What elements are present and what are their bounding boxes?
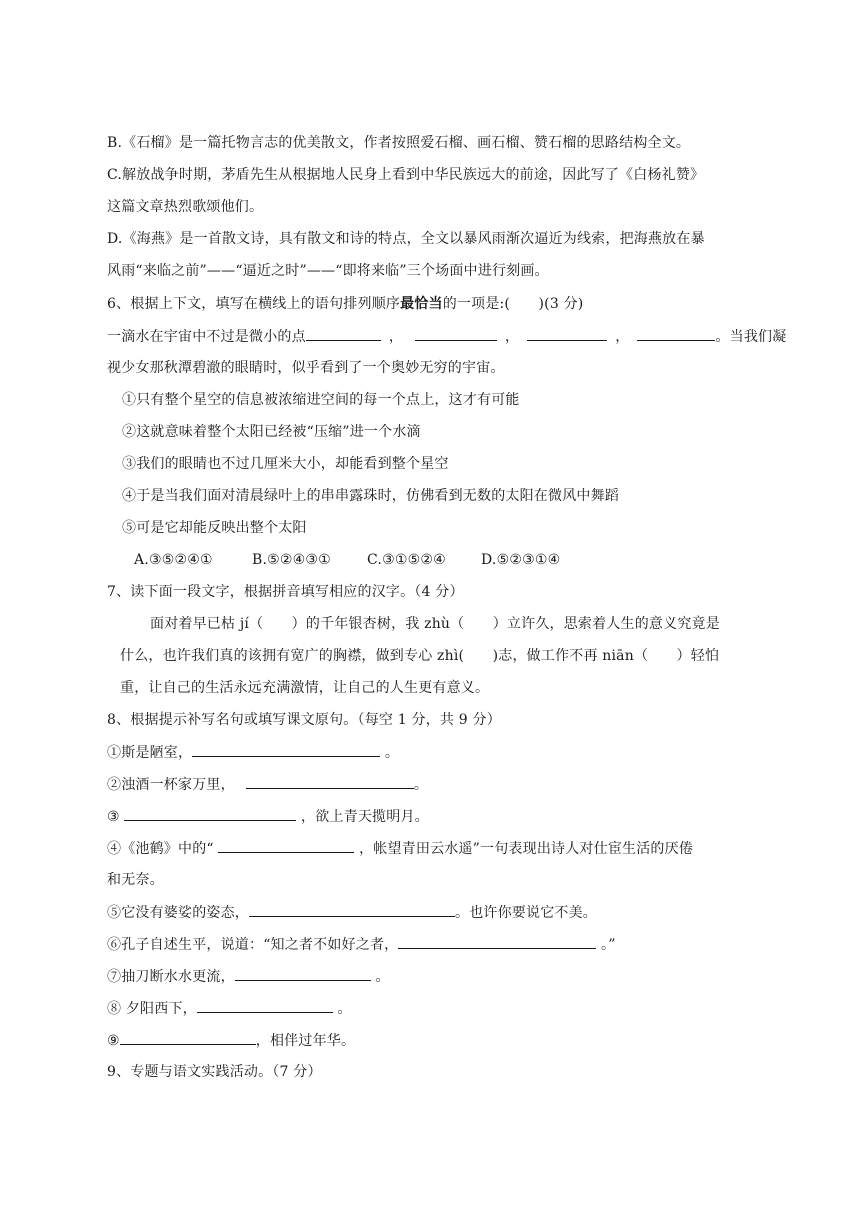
q8-s6-prompt: ⑥孔子自述生平，说道：“知之者不如好之者， [107,937,399,953]
q6-blank-1[interactable] [306,326,381,341]
q6-item-4: ④于是当我们面对清晨绿叶上的串串露珠时，仿佛看到无数的太阳在微风中舞蹈 [122,488,619,504]
q6-passage-line2: 视少女那秋潭碧澈的眼睛时，似乎看到了一个奥妙无穷的宇宙。 [107,360,505,376]
q8-s4-text: ，帐望青田云水遥”一句表现出诗人对仕宦生活的厌倦 [354,841,694,857]
q8-sentence-4-cont: 和无奈。 [107,872,164,888]
q8-s9-marker: ⑨ [107,1033,120,1049]
q6-passage-text: 一滴水在宇宙中不过是微小的点 [107,329,306,345]
q8-blank-1[interactable] [192,742,380,757]
q6-stem-text: 6、根据上下文，填写在横线上的语句排列顺序 [107,296,401,312]
q8-blank-9[interactable] [120,1030,256,1045]
q8-s8-prompt: ⑧ 夕阳西下， [107,1001,197,1017]
q7-stem: 7、读下面一段文字，根据拼音填写相应的汉字。（4 分） [107,584,464,600]
q6-blank-4[interactable] [637,326,715,341]
q8-s7-end: 。 [370,969,390,985]
q6-comma-1: ， [388,329,404,345]
q8-sentence-1 [107,742,399,762]
q8-s1-prompt: ①斯是陋室， [107,745,193,761]
q8-sentence-2 [107,774,428,794]
q8-sentence-3 [107,806,429,826]
q6-option-d[interactable]: D.⑤②③①④ [481,552,561,568]
q6-item-5: ⑤可是它却能反映出整个太阳 [122,520,307,536]
q8-blank-4[interactable] [218,838,354,853]
q8-s7-prompt: ⑦抽刀断水水更流， [107,969,235,985]
q8-blank-3[interactable] [124,806,296,821]
q5-option-c-line2: 这篇文章热烈歌颂他们。 [107,199,264,215]
q8-blank-7[interactable] [235,966,371,981]
q6-stem-score: 的一项是:( )(3 分) [442,296,584,312]
q6-passage-end: 。当我们凝 [715,329,787,345]
q8-blank-2[interactable] [246,774,414,789]
q9-stem: 9、专题与语文实践活动。（7 分） [107,1064,322,1080]
q8-sentence-6 [107,934,616,954]
q6-blank-3[interactable] [527,326,607,341]
q6-stem [107,294,583,314]
q8-s4-prompt: ④《池鹤》中的“ [107,841,219,857]
q6-comma-3: ， [615,329,630,345]
q8-s6-end: 。” [596,937,616,953]
q8-blank-6[interactable] [398,934,596,949]
q5-option-b: B.《石榴》是一篇托物言志的优美散文，作者按照爱石榴、画石榴、赞石榴的思路结构全文。 [107,135,691,151]
q8-s2-prompt: ②浊酒一杯家万里， [107,777,235,793]
q8-sentence-4 [107,838,693,858]
q6-option-c[interactable]: C.③①⑤②④ [367,552,446,568]
q8-s3-text: ，欲上青天揽明月。 [296,809,429,825]
q7-passage-line3: 重，让自己的生活永远充满激情，让自己的人生更有意义。 [120,680,490,696]
q8-sentence-8 [107,998,352,1018]
q6-blank-2[interactable] [415,326,497,341]
q8-blank-5[interactable] [249,902,455,917]
q8-s8-end: 。 [332,1001,352,1017]
q8-s1-end: 。 [380,745,400,761]
q8-s9-text: ，相伴过年华。 [255,1033,356,1049]
q8-sentence-9 [107,1030,355,1050]
q8-stem: 8、根据提示补写名句或填写课文原句。（每空 1 分，共 9 分） [107,712,501,728]
q5-option-d-line2: 风雨“来临之前”——“逼近之时”——“即将来临”三个场面中进行刻画。 [107,263,549,279]
q6-item-1: ①只有整个星空的信息被浓缩进空间的每一个点上，这才有可能 [122,392,520,408]
q8-s3-marker: ③ [107,809,125,825]
q6-passage-line1 [107,326,786,346]
q8-sentence-7 [107,966,390,986]
q8-blank-8[interactable] [197,998,333,1013]
q6-comma-2: ， [505,329,520,345]
q5-option-c-line1: C.解放战争时期，茅盾先生从根据地人民身上看到中华民族远大的前途，因此写了《白杨礼赞》 [107,167,705,183]
q6-option-a[interactable]: A.③⑤②④① [134,552,213,568]
q7-passage-line2: 什么，也许我们真的该拥有宽广的胸襟，做到专心 zhì( )志，做工作不再 niān（ ）轻怕 [120,648,720,664]
q6-item-3: ③我们的眼睛也不过几厘米大小，却能看到整个星空 [122,456,449,472]
q8-s2-end: 。 [413,777,429,793]
q5-option-d-line1: D.《海燕》是一首散文诗，具有散文和诗的特点，全文以暴风雨渐次逼近为线索，把海燕放在暴 [107,231,705,247]
q8-sentence-5 [107,902,597,922]
q6-option-b[interactable]: B.⑤②④③① [252,552,331,568]
q8-s5-prompt: ⑤它没有婆娑的姿态， [107,905,249,921]
q8-s5-text: 。也许你要说它不美。 [455,905,597,921]
q7-passage-line1: 面对着早已枯 jí（ ）的千年银杏树，我 zhù（ ）立许久，思索着人生的意义究竟是 [150,616,720,632]
q6-stem-emphasis: 最恰当 [400,296,443,312]
q6-item-2: ②这就意味着整个太阳已经被“压缩”进一个水滴 [122,424,421,440]
